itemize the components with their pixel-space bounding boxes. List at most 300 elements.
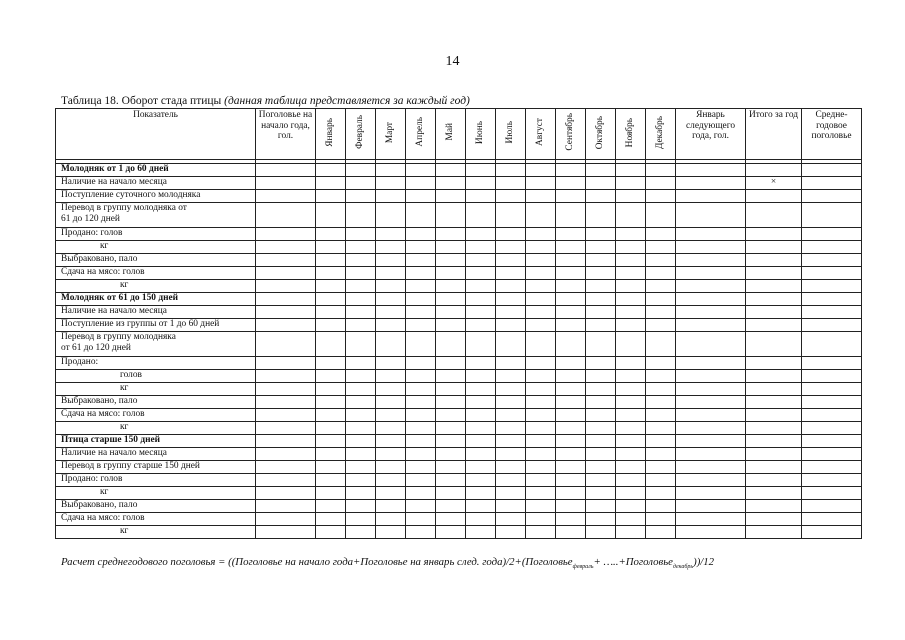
- table-cell: [376, 203, 406, 228]
- table-cell: [466, 228, 496, 241]
- table-cell: [746, 513, 802, 526]
- table-cell: [556, 383, 586, 396]
- table-cell: [802, 293, 862, 306]
- table-cell: [256, 435, 316, 448]
- header-next-january: Январь следующего года, гол.: [676, 109, 746, 160]
- row-label: Поступление из группы от 1 до 60 дней: [56, 319, 256, 332]
- table-cell: [526, 435, 556, 448]
- table-cell: [676, 487, 746, 500]
- table-cell: [676, 319, 746, 332]
- table-cell: [436, 474, 466, 487]
- table-cell: [466, 267, 496, 280]
- table-cell: [256, 293, 316, 306]
- table-cell: [346, 448, 376, 461]
- table-cell: [376, 409, 406, 422]
- table-cell: [496, 280, 526, 293]
- table-cell: [676, 293, 746, 306]
- table-row: [56, 513, 862, 526]
- table-cell: [586, 448, 616, 461]
- row-label: Молодняк от 61 до 150 дней: [56, 293, 256, 306]
- table-cell: [376, 487, 406, 500]
- table-cell: [376, 526, 406, 539]
- table-cell: [376, 306, 406, 319]
- table-cell: [466, 396, 496, 409]
- header-month: Сентябрь: [556, 109, 586, 160]
- table-cell: [316, 422, 346, 435]
- table-cell: [316, 177, 346, 190]
- row-label: Выбраковано, пало: [56, 254, 256, 267]
- header-month: Декабрь: [646, 109, 676, 160]
- table-cell: [802, 474, 862, 487]
- table-cell: [496, 267, 526, 280]
- row-label: Наличие на начало месяца: [56, 448, 256, 461]
- table-cell: [676, 370, 746, 383]
- table-row: [56, 526, 862, 539]
- table-cell: [586, 422, 616, 435]
- table-cell: [802, 487, 862, 500]
- table-cell: [496, 409, 526, 422]
- table-cell: [646, 448, 676, 461]
- table-cell: [586, 203, 616, 228]
- table-cell: [466, 203, 496, 228]
- table-cell: [466, 254, 496, 267]
- table-row: [56, 280, 862, 293]
- table-cell: [556, 293, 586, 306]
- table-cell: [802, 461, 862, 474]
- table-cell: [646, 254, 676, 267]
- table-cell: [676, 500, 746, 513]
- table-cell: [496, 383, 526, 396]
- table-cell: [526, 293, 556, 306]
- table-cell: [556, 448, 586, 461]
- table-cell: [646, 383, 676, 396]
- table-cell: [436, 267, 466, 280]
- header-total: Итого за год: [746, 109, 802, 160]
- row-label: Наличие на начало месяца: [56, 177, 256, 190]
- table-cell: [466, 280, 496, 293]
- table-cell: [376, 177, 406, 190]
- table-cell: [316, 526, 346, 539]
- row-label: Перевод в группу молодняка от 61 до 120 дней: [56, 332, 256, 357]
- table-cell: [676, 332, 746, 357]
- table-cell: [586, 306, 616, 319]
- table-cell: [556, 422, 586, 435]
- table-cell: [586, 513, 616, 526]
- table-cell: [586, 254, 616, 267]
- row-label: Продано: голов: [56, 474, 256, 487]
- table-cell: [436, 280, 466, 293]
- section-row: [56, 293, 862, 306]
- row-label: Сдача на мясо: голов: [56, 513, 256, 526]
- row-label: Выбраковано, пало: [56, 500, 256, 513]
- table-cell: [802, 164, 862, 177]
- table-cell: [466, 383, 496, 396]
- table-cell: [646, 487, 676, 500]
- row-label: кг: [56, 241, 256, 254]
- table-cell: [586, 319, 616, 332]
- table-cell: [746, 332, 802, 357]
- table-cell: [346, 280, 376, 293]
- table-cell: [556, 306, 586, 319]
- table-cell: [316, 164, 346, 177]
- table-cell: [436, 448, 466, 461]
- table-cell: [316, 500, 346, 513]
- table-cell: [496, 241, 526, 254]
- table-cell: [526, 487, 556, 500]
- table-cell: [316, 461, 346, 474]
- table-cell: [346, 177, 376, 190]
- table-cell: [616, 306, 646, 319]
- table-cell: [256, 487, 316, 500]
- table-cell: [746, 164, 802, 177]
- table-cell: [376, 228, 406, 241]
- table-cell: [746, 267, 802, 280]
- table-cell: [556, 332, 586, 357]
- table-cell: [316, 203, 346, 228]
- table-cell: [526, 241, 556, 254]
- table-cell: [376, 500, 406, 513]
- table-cell: [406, 500, 436, 513]
- header-average: Средне-годовое поголовье: [802, 109, 862, 160]
- table-cell: [316, 357, 346, 370]
- table-cell: [586, 383, 616, 396]
- table-cell: [556, 526, 586, 539]
- table-cell: [496, 228, 526, 241]
- total-cross-mark: ×: [746, 177, 802, 190]
- table-cell: [802, 448, 862, 461]
- table-cell: [496, 254, 526, 267]
- table-cell: [466, 319, 496, 332]
- table-cell: [616, 383, 646, 396]
- row-label: кг: [56, 526, 256, 539]
- table-cell: [676, 190, 746, 203]
- table-cell: [406, 383, 436, 396]
- table-cell: [556, 267, 586, 280]
- table-cell: [556, 435, 586, 448]
- table-cell: [316, 267, 346, 280]
- table-cell: [406, 487, 436, 500]
- table-cell: [316, 332, 346, 357]
- table-cell: [526, 409, 556, 422]
- section-row: [56, 435, 862, 448]
- table-cell: [556, 319, 586, 332]
- table-cell: [586, 435, 616, 448]
- table-cell: [406, 409, 436, 422]
- table-cell: [802, 435, 862, 448]
- table-cell: [466, 435, 496, 448]
- table-cell: [526, 461, 556, 474]
- table-cell: [316, 293, 346, 306]
- table-cell: [466, 306, 496, 319]
- table-cell: [646, 500, 676, 513]
- table-cell: [436, 203, 466, 228]
- table-cell: [616, 293, 646, 306]
- table-cell: [316, 280, 346, 293]
- table-cell: [556, 461, 586, 474]
- table-cell: [616, 422, 646, 435]
- table-cell: [646, 280, 676, 293]
- table-cell: [316, 487, 346, 500]
- table-cell: [256, 332, 316, 357]
- table-cell: [406, 422, 436, 435]
- table-cell: [256, 241, 316, 254]
- footnote-formula: Расчет среднегодового поголовья = ((Поголовье на начало года+Поголовье на январь след. года)/2+(Поголовье$_{февраль}$+ …..+Поголовье$_{декабрь}$))/12: [61, 556, 715, 571]
- table-cell: [526, 306, 556, 319]
- row-label: Перевод в группу молодняка от 61 до 120 дней: [56, 203, 256, 228]
- table-row: [56, 409, 862, 422]
- table-cell: [676, 422, 746, 435]
- table-cell: [676, 383, 746, 396]
- table-cell: [496, 435, 526, 448]
- table-cell: [316, 228, 346, 241]
- table-cell: [436, 319, 466, 332]
- table-cell: [616, 203, 646, 228]
- table-cell: [746, 280, 802, 293]
- table-cell: [586, 370, 616, 383]
- table-cell: [406, 396, 436, 409]
- table-row: [56, 190, 862, 203]
- table-cell: [646, 164, 676, 177]
- table-cell: [406, 448, 436, 461]
- table-cell: [586, 396, 616, 409]
- table-body: [56, 164, 862, 539]
- table-row: [56, 332, 862, 357]
- table-cell: [802, 177, 862, 190]
- table-cell: [316, 241, 346, 254]
- table-cell: [316, 370, 346, 383]
- row-label: Птица старше 150 дней: [56, 435, 256, 448]
- table-cell: [556, 203, 586, 228]
- table-cell: [436, 241, 466, 254]
- table-cell: [376, 474, 406, 487]
- table-cell: [526, 280, 556, 293]
- table-cell: [802, 396, 862, 409]
- table-cell: [436, 190, 466, 203]
- table-cell: [316, 513, 346, 526]
- table-cell: [466, 190, 496, 203]
- table-cell: [556, 190, 586, 203]
- table-cell: [586, 228, 616, 241]
- table-cell: [406, 526, 436, 539]
- table-cell: [346, 319, 376, 332]
- table-row: [56, 422, 862, 435]
- table-cell: [646, 357, 676, 370]
- table-cell: [346, 164, 376, 177]
- table-row: [56, 267, 862, 280]
- table-cell: [346, 241, 376, 254]
- table-cell: [256, 254, 316, 267]
- table-cell: [376, 422, 406, 435]
- table-cell: [466, 241, 496, 254]
- header-month: Февраль: [346, 109, 376, 160]
- table-cell: [746, 500, 802, 513]
- table-cell: [316, 319, 346, 332]
- table-cell: [526, 500, 556, 513]
- table-cell: [496, 487, 526, 500]
- table-cell: [646, 306, 676, 319]
- table-cell: [496, 332, 526, 357]
- table-cell: [496, 396, 526, 409]
- table-cell: [646, 435, 676, 448]
- table-cell: [466, 177, 496, 190]
- table-cell: [556, 177, 586, 190]
- table-cell: [526, 190, 556, 203]
- table-cell: [586, 500, 616, 513]
- table-cell: [586, 526, 616, 539]
- table-cell: [256, 228, 316, 241]
- table-cell: [466, 448, 496, 461]
- header-month: Июнь: [466, 109, 496, 160]
- table-cell: [496, 474, 526, 487]
- table-cell: [676, 203, 746, 228]
- table-cell: [556, 396, 586, 409]
- table-cell: [802, 241, 862, 254]
- table-cell: [316, 306, 346, 319]
- table-cell: [406, 280, 436, 293]
- table-row: [56, 500, 862, 513]
- table-cell: [256, 203, 316, 228]
- table-cell: [496, 203, 526, 228]
- table-cell: [676, 526, 746, 539]
- table-cell: [802, 190, 862, 203]
- table-cell: [586, 177, 616, 190]
- table-cell: [496, 422, 526, 435]
- table-cell: [346, 461, 376, 474]
- table-row: [56, 448, 862, 461]
- table-cell: [802, 526, 862, 539]
- table-cell: [436, 526, 466, 539]
- table-cell: [556, 164, 586, 177]
- table-cell: [316, 383, 346, 396]
- table-row: [56, 396, 862, 409]
- header-indicator: Показатель: [56, 109, 256, 160]
- table-cell: [586, 164, 616, 177]
- table-cell: [406, 241, 436, 254]
- table-cell: [526, 422, 556, 435]
- table-cell: [586, 190, 616, 203]
- table-cell: [802, 332, 862, 357]
- table-cell: [346, 267, 376, 280]
- table-cell: [256, 500, 316, 513]
- table-cell: [676, 177, 746, 190]
- row-label: Выбраковано, пало: [56, 396, 256, 409]
- table-cell: [496, 448, 526, 461]
- table-cell: [346, 383, 376, 396]
- table-cell: [676, 409, 746, 422]
- table-cell: [406, 293, 436, 306]
- table-cell: [346, 396, 376, 409]
- table-cell: [256, 177, 316, 190]
- table-cell: [746, 383, 802, 396]
- table-cell: [526, 448, 556, 461]
- table-cell: [616, 228, 646, 241]
- table-cell: [376, 280, 406, 293]
- header-month: Январь: [316, 109, 346, 160]
- table-cell: [526, 228, 556, 241]
- table-cell: [466, 487, 496, 500]
- table-cell: [496, 319, 526, 332]
- table-cell: [646, 177, 676, 190]
- table-cell: [316, 396, 346, 409]
- table-cell: [436, 396, 466, 409]
- table-cell: [376, 267, 406, 280]
- table-note: (данная таблица представляется за каждый год): [224, 95, 470, 107]
- table-cell: [616, 357, 646, 370]
- table-cell: [746, 461, 802, 474]
- table-cell: [406, 190, 436, 203]
- table-cell: [746, 487, 802, 500]
- row-label: кг: [56, 422, 256, 435]
- table-cell: [616, 177, 646, 190]
- table-cell: [436, 435, 466, 448]
- header-start: Поголовье на начало года, гол.: [256, 109, 316, 160]
- row-label: кг: [56, 280, 256, 293]
- table-cell: [466, 164, 496, 177]
- table-cell: [676, 164, 746, 177]
- table-cell: [586, 357, 616, 370]
- table-title: Таблица 18. Оборот стада птицы: [61, 95, 222, 107]
- table-cell: [436, 500, 466, 513]
- table-cell: [376, 293, 406, 306]
- table-cell: [556, 513, 586, 526]
- table-cell: [376, 513, 406, 526]
- table-cell: [586, 474, 616, 487]
- table-cell: [466, 409, 496, 422]
- table-row: [56, 357, 862, 370]
- table-cell: [436, 306, 466, 319]
- table-cell: [406, 267, 436, 280]
- table-row: [56, 228, 862, 241]
- table-cell: [436, 422, 466, 435]
- table-cell: [646, 267, 676, 280]
- herd-turnover-table: [55, 108, 862, 539]
- row-label: голов: [56, 370, 256, 383]
- table-cell: [586, 293, 616, 306]
- table-cell: [376, 461, 406, 474]
- table-cell: [646, 228, 676, 241]
- table-cell: [406, 177, 436, 190]
- header-month: Август: [526, 109, 556, 160]
- table-cell: [406, 474, 436, 487]
- table-cell: [376, 448, 406, 461]
- table-cell: [406, 203, 436, 228]
- table-cell: [526, 474, 556, 487]
- table-cell: [746, 474, 802, 487]
- table-cell: [746, 409, 802, 422]
- table-cell: [436, 228, 466, 241]
- table-cell: [436, 177, 466, 190]
- table-cell: [256, 526, 316, 539]
- table-cell: [466, 357, 496, 370]
- table-cell: [802, 280, 862, 293]
- table-cell: [346, 254, 376, 267]
- table-cell: [746, 448, 802, 461]
- table-cell: [316, 448, 346, 461]
- table-cell: [406, 164, 436, 177]
- table-cell: [406, 357, 436, 370]
- row-label: Молодняк от 1 до 60 дней: [56, 164, 256, 177]
- table-cell: [646, 396, 676, 409]
- table-cell: [346, 409, 376, 422]
- table-cell: [556, 370, 586, 383]
- table-cell: [466, 293, 496, 306]
- table-cell: [556, 241, 586, 254]
- table-cell: [256, 409, 316, 422]
- section-row: [56, 164, 862, 177]
- table-cell: [256, 461, 316, 474]
- table-cell: [646, 319, 676, 332]
- table-cell: [496, 526, 526, 539]
